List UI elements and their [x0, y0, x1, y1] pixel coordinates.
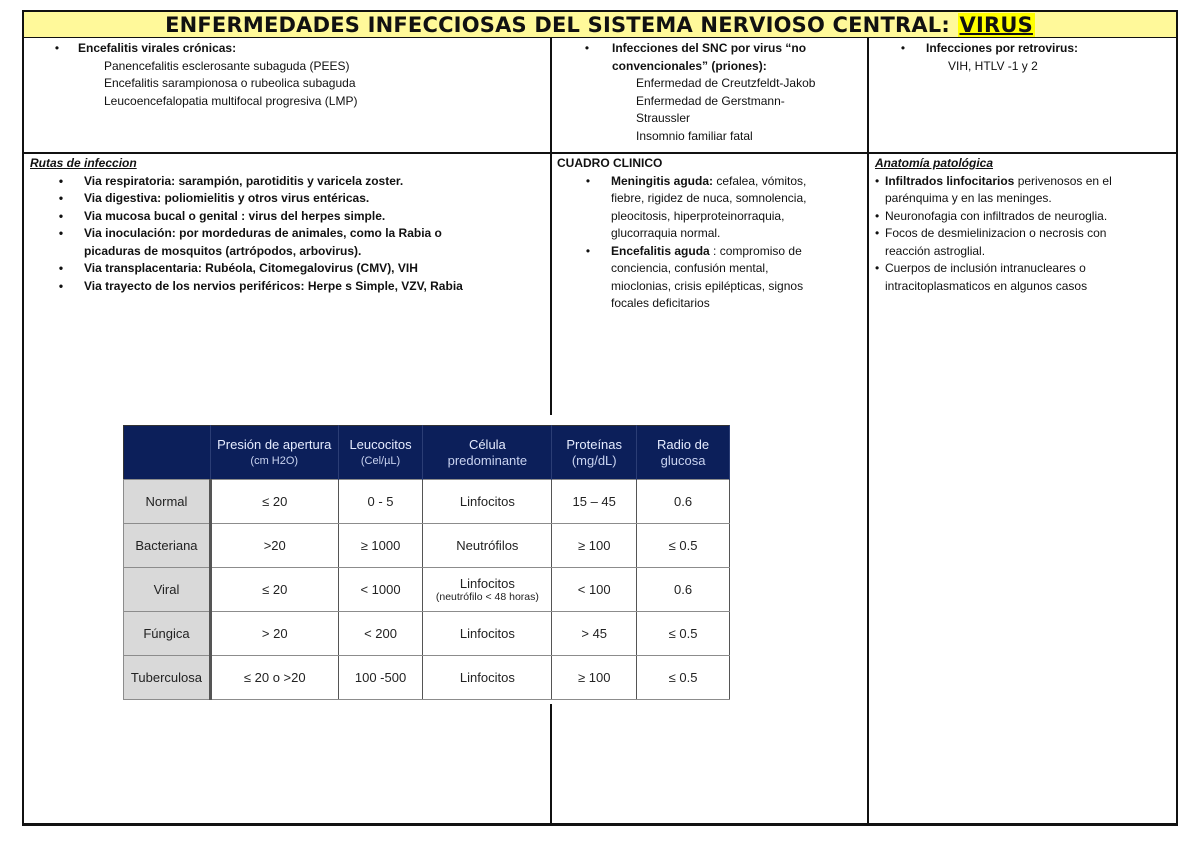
- list-item: Enfermedad de Creutzfeldt-Jakob: [636, 76, 816, 90]
- cell-presion: > 20: [210, 612, 338, 656]
- route-text: Via trayecto de los nervios periféricos: Herpe s Simple, VZV, Rabia: [84, 278, 463, 293]
- cell-leucocitos: 100 -500: [338, 656, 423, 700]
- table-row: [124, 524, 730, 568]
- row-label: Viral: [124, 568, 211, 612]
- pathology-item: [875, 260, 1175, 295]
- cell-glucosa: 0.6: [637, 568, 730, 612]
- clinical-text: mioclonias, crisis epilépticas, signos: [611, 278, 804, 293]
- bullet: •: [58, 278, 64, 293]
- bullet: •: [54, 41, 60, 55]
- header-proteinas: Proteínas (mg/dL): [552, 426, 637, 480]
- clinical-text: : compromiso de: [709, 243, 802, 258]
- cell-glucosa: ≤ 0.5: [637, 612, 730, 656]
- cell-proteinas: < 100: [552, 568, 637, 612]
- list-item: Encefalitis sarampionosa o rubeolica subaguda: [104, 76, 356, 90]
- cell-celula: Linfocitos: [423, 480, 552, 524]
- pathology-text: Cuerpos de inclusión intranucleares o: [885, 261, 1086, 275]
- row-label: Fúngica: [124, 612, 211, 656]
- cell-celula: Neutrófilos: [423, 524, 552, 568]
- header-presion: Presión de apertura (cm H2O): [210, 426, 338, 480]
- bullet: •: [875, 173, 880, 188]
- page-title: [22, 10, 1178, 38]
- section-heading: Infecciones del SNC por virus “no: [612, 41, 807, 55]
- row-divider: [22, 152, 1178, 154]
- cell-presion: ≤ 20: [210, 480, 338, 524]
- route-item: [30, 190, 545, 208]
- bullet: •: [584, 41, 590, 55]
- cell-celula: Linfocitos: [423, 656, 552, 700]
- pathology-item: [875, 173, 1175, 208]
- header-celula: Célula predominante: [423, 426, 552, 480]
- route-item: [30, 260, 545, 278]
- route-item: [30, 208, 545, 226]
- row-label: Bacteriana: [124, 524, 211, 568]
- list-item: Panencefalitis esclerosante subaguda (PEES): [104, 58, 350, 73]
- infection-routes-section: [30, 155, 545, 295]
- bullet: •: [900, 41, 906, 55]
- csf-comparison-table: [123, 425, 730, 700]
- column-divider-1-top: [550, 37, 552, 415]
- table-row: [124, 656, 730, 700]
- cell-celula: Linfocitos (neutrófilo < 48 horas): [423, 568, 552, 612]
- cell-leucocitos: < 200: [338, 612, 423, 656]
- cell-presion: >20: [210, 524, 338, 568]
- pathology-term: Infiltrados linfocitarios: [885, 173, 1015, 188]
- pathology-text: intracitoplasmaticos en algunos casos: [885, 278, 1088, 293]
- header-glucosa: Radio de glucosa: [637, 426, 730, 480]
- list-item: Straussler: [636, 111, 691, 125]
- clinical-term: Meningitis aguda:: [611, 173, 713, 188]
- cell-leucocitos: 0 - 5: [338, 480, 423, 524]
- list-item: Leucoencefalopatia multifocal progresiva (LMP): [104, 93, 358, 108]
- clinical-item: [557, 243, 863, 313]
- clinical-picture-section: [557, 155, 863, 313]
- clinical-text: focales deficitarios: [611, 296, 710, 310]
- table-row: [124, 612, 730, 656]
- column-divider-1-bottom: [550, 704, 552, 826]
- pathology-text: Focos de desmielinizacion o necrosis con: [885, 226, 1107, 240]
- chronic-encephalitis-section: [42, 40, 542, 110]
- section-heading: CUADRO CLINICO: [557, 156, 663, 170]
- list-item: Enfermedad de Gerstmann-: [636, 93, 785, 108]
- bullet: •: [875, 261, 880, 275]
- list-item: VIH, HTLV -1 y 2: [948, 58, 1038, 73]
- pathology-text: parénquima y en las meninges.: [885, 191, 1052, 205]
- cell-presion: ≤ 20: [210, 568, 338, 612]
- table-row: [124, 480, 730, 524]
- bullet: •: [58, 226, 64, 240]
- section-heading: Infecciones por retrovirus:: [926, 41, 1079, 55]
- clinical-text: pleocitosis, hiperproteinorraquia,: [611, 208, 785, 223]
- bullet: •: [585, 243, 591, 258]
- cell-proteinas: 15 – 45: [552, 480, 637, 524]
- pathology-text: reacción astroglial.: [885, 243, 986, 258]
- section-heading: Rutas de infeccion: [30, 156, 137, 170]
- row-label: Tuberculosa: [124, 656, 211, 700]
- cell-presion: ≤ 20 o >20: [210, 656, 338, 700]
- column-divider-2: [867, 37, 869, 826]
- clinical-text: glucorraquia normal.: [611, 226, 721, 240]
- table-row: [124, 568, 730, 612]
- pathology-item: [875, 225, 1175, 260]
- pathology-text: Neuronofagia con infiltrados de neuroglia.: [885, 208, 1108, 223]
- section-heading: Encefalitis virales crónicas:: [78, 41, 237, 55]
- clinical-text: fiebre, rigidez de nuca, somnolencia,: [611, 191, 807, 205]
- row-label: Normal: [124, 480, 211, 524]
- route-text: Via mucosa bucal o genital : virus del herpes simple.: [84, 208, 386, 223]
- bullet: •: [58, 173, 64, 188]
- pathology-text: perivenosos en el: [1014, 173, 1112, 188]
- cell-celula: Linfocitos: [423, 612, 552, 656]
- bullet: •: [58, 191, 64, 205]
- cell-proteinas: > 45: [552, 612, 637, 656]
- route-item: [30, 225, 545, 260]
- retrovirus-section: [888, 40, 1173, 75]
- clinical-term: Encefalitis aguda: [611, 243, 710, 258]
- cell-glucosa: 0.6: [637, 480, 730, 524]
- header-leucocitos: Leucocitos (Cel/µL): [338, 426, 423, 480]
- clinical-text: cefalea, vómitos,: [713, 173, 807, 188]
- route-item: [30, 278, 545, 296]
- bullet: •: [58, 208, 64, 223]
- list-item: Insomnio familiar fatal: [636, 128, 753, 143]
- route-item: [30, 173, 545, 191]
- cell-proteinas: ≥ 100: [552, 524, 637, 568]
- prion-infections-section: [572, 40, 862, 145]
- bullet: •: [875, 226, 880, 240]
- section-heading: Anatomía patológica: [875, 156, 994, 170]
- cell-glucosa: ≤ 0.5: [637, 656, 730, 700]
- pathology-item: [875, 208, 1175, 226]
- clinical-item: [557, 173, 863, 243]
- cell-proteinas: ≥ 100: [552, 656, 637, 700]
- cell-glucosa: ≤ 0.5: [637, 524, 730, 568]
- cell-leucocitos: ≥ 1000: [338, 524, 423, 568]
- header-empty: [124, 426, 211, 480]
- cell-leucocitos: < 1000: [338, 568, 423, 612]
- route-text: Via respiratoria: sarampión, parotiditis y varicela zoster.: [84, 173, 404, 188]
- bullet: •: [875, 208, 880, 223]
- clinical-text: conciencia, confusión mental,: [611, 261, 769, 275]
- title-prefix: ENFERMEDADES INFECCIOSAS DEL SISTEMA NERVIOSO CENTRAL:: [165, 12, 950, 37]
- bullet: •: [58, 261, 64, 275]
- route-text: Via digestiva: poliomielitis y otros virus entéricas.: [84, 191, 370, 205]
- bullet: •: [585, 173, 591, 188]
- title-highlight: VIRUS: [959, 12, 1033, 37]
- route-text-cont: picaduras de mosquitos (artrópodos, arbovirus).: [84, 243, 362, 258]
- pathology-section: [875, 155, 1175, 295]
- route-text: Via inoculación: por mordeduras de animales, como la Rabia o: [84, 226, 442, 240]
- table-header-row: [124, 426, 730, 480]
- route-text: Via transplacentaria: Rubéola, Citomegalovirus (CMV), VIH: [84, 261, 418, 275]
- section-heading-cont: convencionales” (priones):: [612, 58, 767, 73]
